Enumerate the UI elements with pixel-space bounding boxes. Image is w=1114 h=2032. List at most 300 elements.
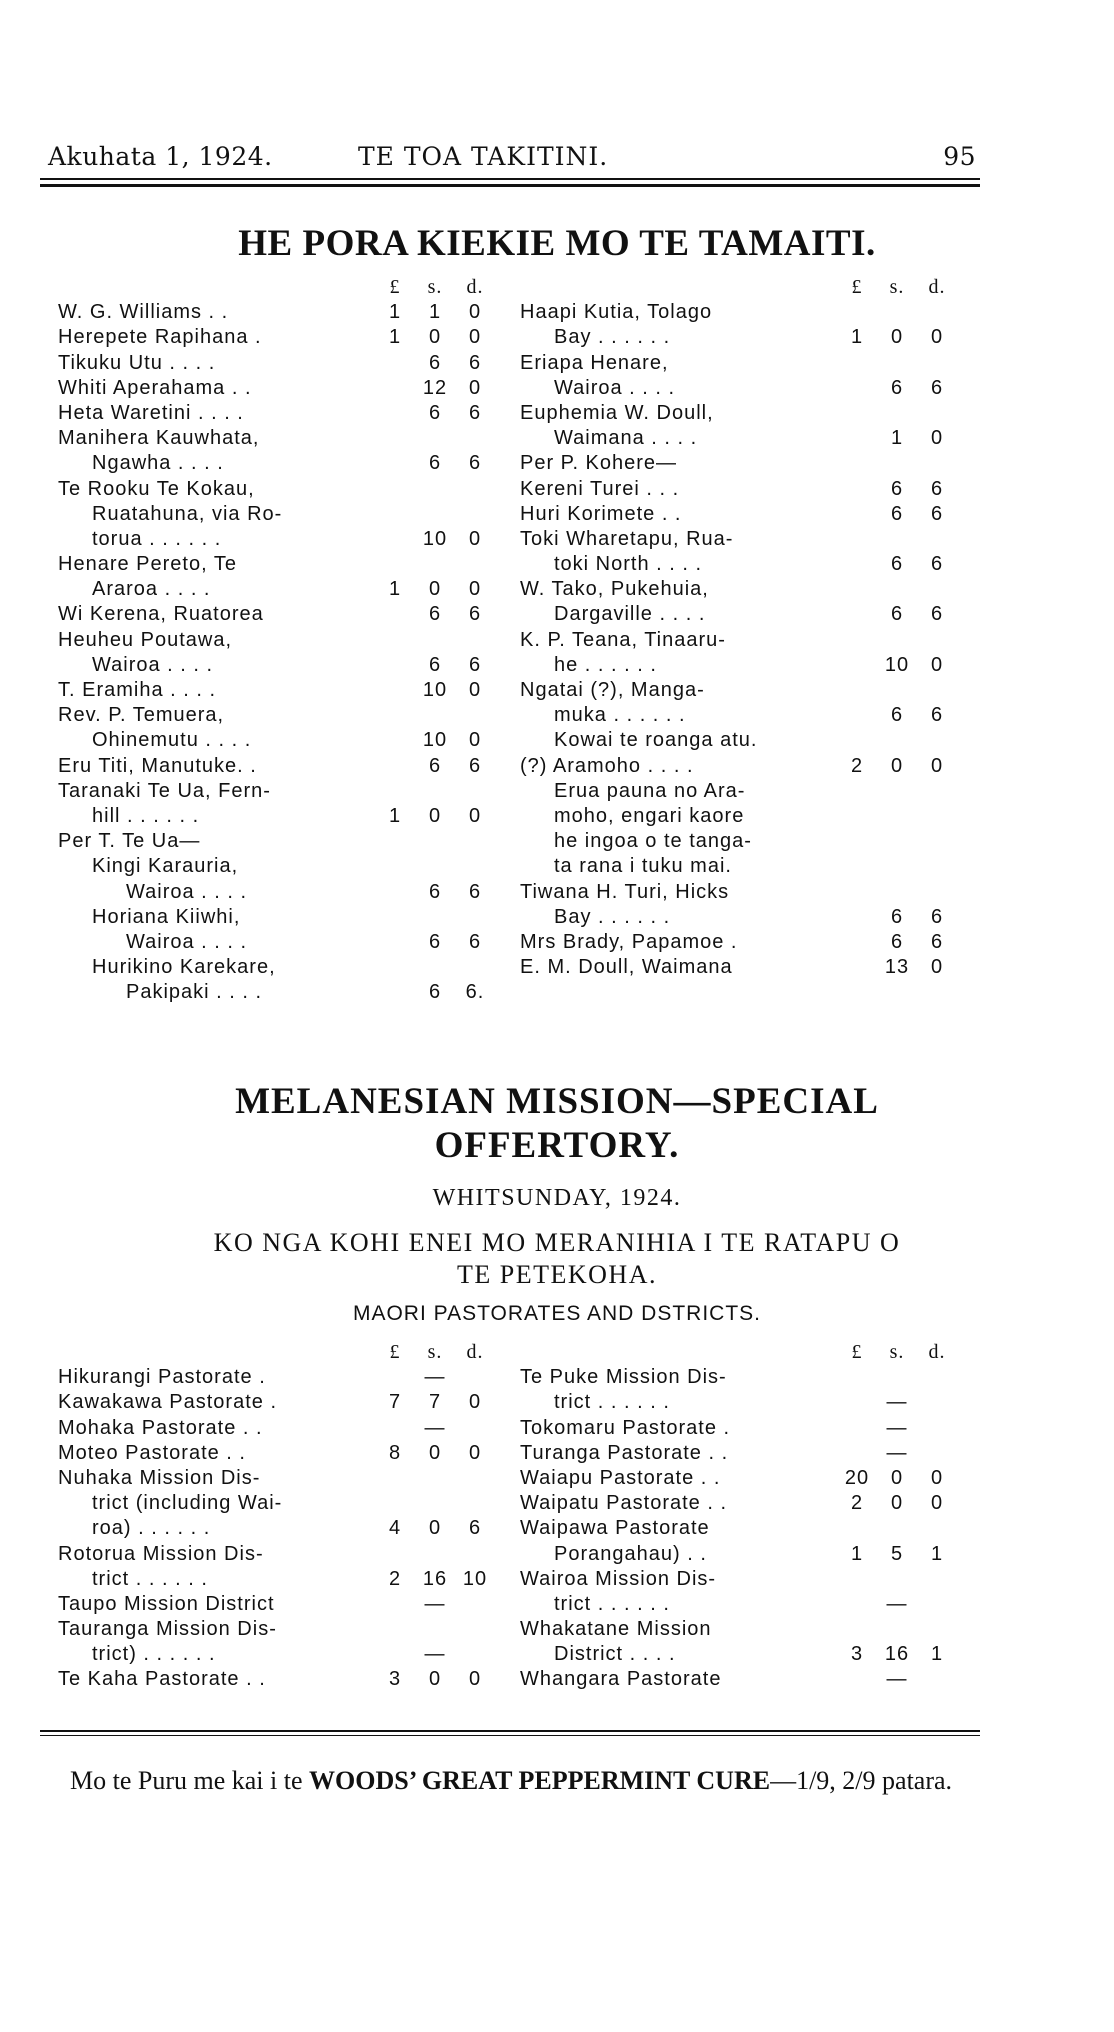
section-title [0, 1080, 1114, 1168]
header-rule-thick [40, 184, 980, 187]
amount-shillings: 6 [428, 452, 442, 475]
amount-pence: 0 [468, 729, 482, 752]
list-item [58, 1416, 490, 1441]
currency-pence-label: d. [928, 276, 946, 298]
item-name: torua . . . . . . [92, 527, 222, 550]
currency-header [520, 275, 952, 300]
amount-pounds: 8 [388, 1441, 402, 1464]
currency-pound-label: £ [851, 276, 863, 298]
amount-pounds: 4 [388, 1517, 402, 1540]
amount-pounds: 20 [844, 1466, 870, 1489]
currency-header [58, 1340, 490, 1365]
item-name: Tauranga Mission Dis- [58, 1618, 277, 1641]
list-item [58, 325, 490, 350]
page-number: 95 [943, 142, 976, 171]
amount-pence: 0 [930, 1492, 944, 1515]
list-item [520, 880, 952, 905]
list-item [58, 1441, 490, 1466]
list-item [58, 451, 490, 476]
amount-pence: 6 [930, 930, 944, 953]
list-item [58, 1491, 490, 1516]
amount-shillings: 10 [422, 729, 448, 752]
item-name: Waiapu Pastorate . . [520, 1466, 721, 1489]
list-item [520, 779, 952, 804]
amount-pence: 6 [468, 401, 482, 424]
item-name: Henare Pereto, Te [58, 553, 237, 576]
amount-shillings: 5 [890, 1542, 904, 1565]
currency-header [58, 275, 490, 300]
item-name: Rotorua Mission Dis- [58, 1542, 264, 1565]
amount-pence: 6 [930, 553, 944, 576]
currency-pence-label: d. [466, 1341, 484, 1363]
amount-pounds: 1 [388, 301, 402, 324]
header-date: Akuhata 1, 1924. [48, 142, 273, 171]
currency-pound-label: £ [389, 1341, 401, 1363]
amount-shillings: 6 [890, 704, 904, 727]
amount-pence: 0 [468, 1441, 482, 1464]
list-item [58, 477, 490, 502]
currency-shilling-label: s. [427, 276, 443, 298]
amount-shillings: 10 [422, 527, 448, 550]
item-name: he . . . . . . [554, 653, 657, 676]
amount-shillings: 6 [428, 351, 442, 374]
amount-pence: 6 [468, 653, 482, 676]
item-name: Wairoa . . . . [126, 880, 248, 903]
list-item [58, 653, 490, 678]
amount-pounds: 2 [850, 1492, 864, 1515]
maori-heading [0, 1227, 1114, 1291]
amount-pence: 1 [930, 1643, 944, 1666]
list-item [520, 728, 952, 753]
list-item [58, 426, 490, 451]
item-name: Herepete Rapihana . [58, 326, 262, 349]
amount-shillings: 6 [428, 401, 442, 424]
list-item [520, 955, 952, 980]
list-item [520, 854, 952, 879]
list-item [520, 653, 952, 678]
item-name: Kereni Turei . . . [520, 477, 680, 500]
amount-pence: 0 [468, 1668, 482, 1691]
list-item [58, 779, 490, 804]
amount-pence: 0 [468, 301, 482, 324]
amount-shillings: 6 [890, 905, 904, 928]
amount-shillings: 6 [428, 930, 442, 953]
amount-pence: 0 [468, 376, 482, 399]
list-item [520, 930, 952, 955]
list-item [520, 1516, 952, 1541]
list-item [58, 930, 490, 955]
amount-pounds: 1 [388, 578, 402, 601]
item-name: Pakipaki . . . . [126, 981, 263, 1004]
amount-pence: 0 [930, 1466, 944, 1489]
advertisement [70, 1765, 980, 1797]
list-item [58, 703, 490, 728]
amount-pence: 0 [930, 427, 944, 450]
amount-pence: 6 [930, 502, 944, 525]
amount-shillings: 7 [428, 1391, 442, 1414]
item-name: he ingoa o te tanga- [554, 830, 752, 853]
item-name: E. M. Doull, Waimana [520, 956, 733, 979]
amount-pence: 0 [468, 804, 482, 827]
item-name: Waipawa Pastorate [520, 1517, 710, 1540]
footer-rule-thin [40, 1735, 980, 1736]
item-name: Erua pauna no Ara- [554, 779, 746, 802]
item-name: (?) Aramoho . . . . [520, 754, 694, 777]
item-name: Kowai te roanga atu. [554, 729, 758, 752]
pastorates-subtitle: MAORI PASTORATES AND DSTRICTS. [352, 1302, 762, 1325]
item-name: moho, engari kaore [554, 804, 745, 827]
item-name: toki North . . . . [554, 553, 703, 576]
amount-shillings: 0 [428, 1517, 442, 1540]
currency-pound-label: £ [851, 1341, 863, 1363]
amount-pence: 6 [468, 1517, 482, 1540]
amount-shillings: 6 [890, 477, 904, 500]
amount-shillings: 6 [428, 653, 442, 676]
list-item [520, 602, 952, 627]
list-item [58, 300, 490, 325]
item-name: Turanga Pastorate . . [520, 1441, 729, 1464]
amount-pounds: 3 [850, 1643, 864, 1666]
pastorates-left-column [58, 1340, 490, 1693]
amount-shillings: — [886, 1441, 908, 1464]
amount-shillings: 0 [890, 1466, 904, 1489]
list-item [520, 1491, 952, 1516]
page-title: HE PORA KIEKIE MO TE TAMAITI. [238, 223, 876, 264]
item-name: roa) . . . . . . [92, 1517, 211, 1540]
item-name: Bay . . . . . . [554, 905, 671, 928]
list-item [520, 678, 952, 703]
section-title-line2: OFFERTORY. [434, 1125, 680, 1166]
item-name: Horiana Kiiwhi, [92, 905, 241, 928]
list-item [520, 477, 952, 502]
currency-pence-label: d. [928, 1341, 946, 1363]
amount-shillings: — [886, 1592, 908, 1615]
amount-pence: 6 [468, 603, 482, 626]
item-name: Mohaka Pastorate . . [58, 1416, 263, 1439]
amount-pence: 6 [930, 905, 944, 928]
amount-pence: 6 [930, 477, 944, 500]
amount-shillings: 13 [884, 956, 910, 979]
advert-price: —1/9, 2/9 patara. [770, 1766, 953, 1795]
currency-shilling-label: s. [889, 276, 905, 298]
amount-pounds: 1 [850, 1542, 864, 1565]
amount-shillings: 6 [428, 754, 442, 777]
amount-pence: 6 [930, 376, 944, 399]
list-item [58, 1516, 490, 1541]
list-item [58, 1567, 490, 1592]
list-item [520, 527, 952, 552]
donations-left-column [58, 275, 490, 1005]
currency-header [520, 1340, 952, 1365]
amount-pence: 0 [468, 527, 482, 550]
item-name: Mrs Brady, Papamoe . [520, 930, 738, 953]
item-name: Taupo Mission District [58, 1592, 275, 1615]
amount-pence: 6 [468, 930, 482, 953]
item-name: Wairoa Mission Dis- [520, 1567, 717, 1590]
list-item [520, 628, 952, 653]
amount-pence: 0 [930, 326, 944, 349]
item-name: Manihera Kauwhata, [58, 427, 260, 450]
amount-pounds: 1 [850, 326, 864, 349]
item-name: Tokomaru Pastorate . [520, 1416, 731, 1439]
section-title-line1: MELANESIAN MISSION—SPECIAL [235, 1081, 879, 1122]
list-item [58, 1617, 490, 1642]
amount-pounds: 1 [388, 326, 402, 349]
item-name: Ngatai (?), Manga- [520, 679, 705, 701]
amount-shillings: — [424, 1416, 446, 1439]
item-name: trict . . . . . . [554, 1592, 670, 1615]
amount-pounds: 2 [388, 1567, 402, 1590]
list-item [520, 1617, 952, 1642]
section-date: WHITSUNDAY, 1924. [432, 1185, 682, 1211]
header-publication: TE TOA TAKITINI. [358, 142, 609, 171]
item-name: T. Eramiha . . . . [58, 679, 217, 701]
amount-shillings: 0 [428, 326, 442, 349]
maori-heading-line2: TE PETEKOHA. [457, 1260, 657, 1289]
list-item [58, 1365, 490, 1390]
item-name: Hikurangi Pastorate . [58, 1366, 266, 1389]
advert-product: WOODS’ GREAT PEPPERMINT CURE [309, 1766, 771, 1795]
item-name: muka . . . . . . [554, 704, 686, 727]
amount-pounds: 1 [388, 804, 402, 827]
amount-shillings: 6 [890, 603, 904, 626]
amount-shillings: 6 [890, 553, 904, 576]
list-item [520, 754, 952, 779]
donations-right-column [520, 275, 952, 980]
list-item [58, 1542, 490, 1567]
list-item [520, 552, 952, 577]
amount-pounds: 7 [388, 1391, 402, 1414]
amount-shillings: 10 [884, 653, 910, 676]
amount-pence: 0 [468, 1391, 482, 1414]
amount-pence: 0 [468, 578, 482, 601]
list-item [58, 980, 490, 1005]
list-item [58, 351, 490, 376]
amount-shillings: — [424, 1592, 446, 1615]
list-item [520, 451, 952, 476]
amount-shillings: — [886, 1391, 908, 1414]
list-item [520, 1542, 952, 1567]
amount-pence: 6 [468, 754, 482, 777]
amount-shillings: 6 [428, 880, 442, 903]
amount-pence: 0 [468, 679, 482, 701]
item-name: Dargaville . . . . [554, 603, 706, 626]
list-item [58, 602, 490, 627]
list-item [58, 577, 490, 602]
list-item [520, 905, 952, 930]
list-item [520, 1466, 952, 1491]
list-item [58, 502, 490, 527]
item-name: Ruatahuna, via Ro- [92, 502, 283, 525]
item-name: Nuhaka Mission Dis- [58, 1466, 261, 1489]
amount-shillings: 0 [428, 804, 442, 827]
amount-shillings: 0 [890, 754, 904, 777]
list-item [520, 376, 952, 401]
item-name: Kawakawa Pastorate . [58, 1391, 277, 1414]
list-item [520, 577, 952, 602]
item-name: Eriapa Henare, [520, 351, 669, 374]
list-item [58, 955, 490, 980]
pastorates-right-column [520, 1340, 952, 1693]
item-name: Ohinemutu . . . . [92, 729, 252, 752]
list-item [58, 401, 490, 426]
list-item [58, 628, 490, 653]
item-name: Per T. Te Ua— [58, 830, 201, 853]
item-name: W. G. Williams . . [58, 301, 229, 324]
amount-shillings: — [424, 1366, 446, 1389]
item-name: Whangara Pastorate [520, 1668, 722, 1691]
list-item [520, 351, 952, 376]
amount-shillings: 6 [890, 376, 904, 399]
list-item [520, 1441, 952, 1466]
amount-shillings: 0 [890, 326, 904, 349]
amount-shillings: — [424, 1643, 446, 1666]
amount-shillings: 6 [428, 981, 442, 1004]
item-name: Wi Kerena, Ruatorea [58, 603, 264, 626]
item-name: Taranaki Te Ua, Fern- [58, 779, 271, 802]
footer-rule [40, 1730, 980, 1732]
amount-pence: 1 [930, 1542, 944, 1565]
advert-text-a: Mo te Puru me kai i te [70, 1766, 310, 1795]
amount-shillings: 1 [890, 427, 904, 450]
list-item [520, 1642, 952, 1667]
item-name: District . . . . [554, 1643, 676, 1666]
running-header [48, 142, 976, 172]
item-name: W. Tako, Pukehuia, [520, 578, 709, 601]
amount-shillings: 6 [890, 502, 904, 525]
list-item [520, 1667, 952, 1692]
item-name: trict) . . . . . . [92, 1643, 216, 1666]
item-name: K. P. Teana, Tinaaru- [520, 628, 726, 651]
list-item [520, 426, 952, 451]
list-item [520, 502, 952, 527]
item-name: Wairoa . . . . [92, 653, 214, 676]
list-item [58, 728, 490, 753]
list-item [58, 552, 490, 577]
item-name: Waipatu Pastorate . . [520, 1492, 728, 1515]
amount-pence: 6. [465, 981, 485, 1004]
item-name: trict . . . . . . [554, 1391, 670, 1414]
list-item [58, 1592, 490, 1617]
list-item [520, 804, 952, 829]
list-item [58, 1390, 490, 1415]
amount-pence: 6 [468, 351, 482, 374]
item-name: Huri Korimete . . [520, 502, 682, 525]
item-name: Porangahau) . . [554, 1542, 707, 1565]
amount-pence: 6 [468, 880, 482, 903]
amount-shillings: 6 [890, 930, 904, 953]
item-name: Waimana . . . . [554, 427, 698, 450]
list-item [58, 804, 490, 829]
list-item [520, 1416, 952, 1441]
item-name: hill . . . . . . [92, 804, 200, 827]
amount-pence: 0 [930, 956, 944, 979]
amount-shillings: — [886, 1668, 908, 1691]
currency-pence-label: d. [466, 276, 484, 298]
amount-shillings: 16 [422, 1567, 448, 1590]
item-name: Moteo Pastorate . . [58, 1441, 246, 1464]
list-item [520, 703, 952, 728]
item-name: Bay . . . . . . [554, 326, 671, 349]
item-name: ta rana i tuku mai. [554, 855, 732, 878]
item-name: Whakatane Mission [520, 1618, 712, 1641]
item-name: Tiwana H. Turi, Hicks [520, 880, 730, 903]
currency-shilling-label: s. [889, 1341, 905, 1363]
list-item [58, 854, 490, 879]
list-item [58, 829, 490, 854]
amount-shillings: 0 [428, 1441, 442, 1464]
amount-shillings: 6 [428, 603, 442, 626]
amount-shillings: — [886, 1416, 908, 1439]
item-name: Toki Wharetapu, Rua- [520, 527, 734, 550]
header-rule [40, 178, 980, 180]
item-name: Wairoa . . . . [126, 930, 248, 953]
list-item [520, 1365, 952, 1390]
item-name: Per P. Kohere— [520, 452, 678, 475]
list-item [58, 376, 490, 401]
currency-pound-label: £ [389, 276, 401, 298]
list-item [520, 401, 952, 426]
amount-shillings: 0 [428, 1668, 442, 1691]
list-item [58, 754, 490, 779]
item-name: Haapi Kutia, Tolago [520, 301, 713, 324]
amount-pence: 6 [930, 603, 944, 626]
amount-shillings: 1 [428, 301, 442, 324]
list-item [520, 300, 952, 325]
item-name: Heta Waretini . . . . [58, 401, 244, 424]
amount-pence: 0 [930, 754, 944, 777]
list-item [520, 1390, 952, 1415]
item-name: Euphemia W. Doull, [520, 401, 714, 424]
amount-shillings: 12 [422, 376, 448, 399]
amount-pounds: 3 [388, 1668, 402, 1691]
amount-pence: 0 [930, 653, 944, 676]
item-name: trict . . . . . . [92, 1567, 208, 1590]
item-name: Araroa . . . . [92, 578, 211, 601]
currency-shilling-label: s. [427, 1341, 443, 1363]
list-item [58, 905, 490, 930]
item-name: Te Kaha Pastorate . . [58, 1668, 266, 1691]
item-name: Ngawha . . . . [92, 452, 224, 475]
list-item [58, 1667, 490, 1692]
list-item [58, 678, 490, 703]
item-name: Eru Titi, Manutuke. . [58, 754, 257, 777]
amount-shillings: 16 [884, 1643, 910, 1666]
list-item [58, 527, 490, 552]
amount-pounds: 2 [850, 754, 864, 777]
item-name: Tikuku Utu . . . . [58, 351, 216, 374]
list-item [520, 1592, 952, 1617]
amount-pence: 6 [468, 452, 482, 475]
item-name: Kingi Karauria, [92, 855, 239, 878]
maori-heading-line1: KO NGA KOHI ENEI MO MERANIHIA I TE RATAPU O [213, 1228, 901, 1257]
item-name: Rev. P. Temuera, [58, 704, 225, 727]
amount-shillings: 0 [428, 578, 442, 601]
item-name: Hurikino Karekare, [92, 956, 276, 979]
item-name: Heuheu Poutawa, [58, 628, 233, 651]
amount-pence: 0 [468, 326, 482, 349]
item-name: Te Rooku Te Kokau, [58, 477, 255, 500]
list-item [520, 829, 952, 854]
item-name: trict (including Wai- [92, 1492, 283, 1515]
item-name: Te Puke Mission Dis- [520, 1366, 727, 1389]
list-item [58, 1466, 490, 1491]
list-item [58, 880, 490, 905]
amount-shillings: 10 [422, 679, 448, 701]
list-item [520, 1567, 952, 1592]
amount-pence: 6 [930, 704, 944, 727]
item-name: Whiti Aperahama . . [58, 376, 252, 399]
